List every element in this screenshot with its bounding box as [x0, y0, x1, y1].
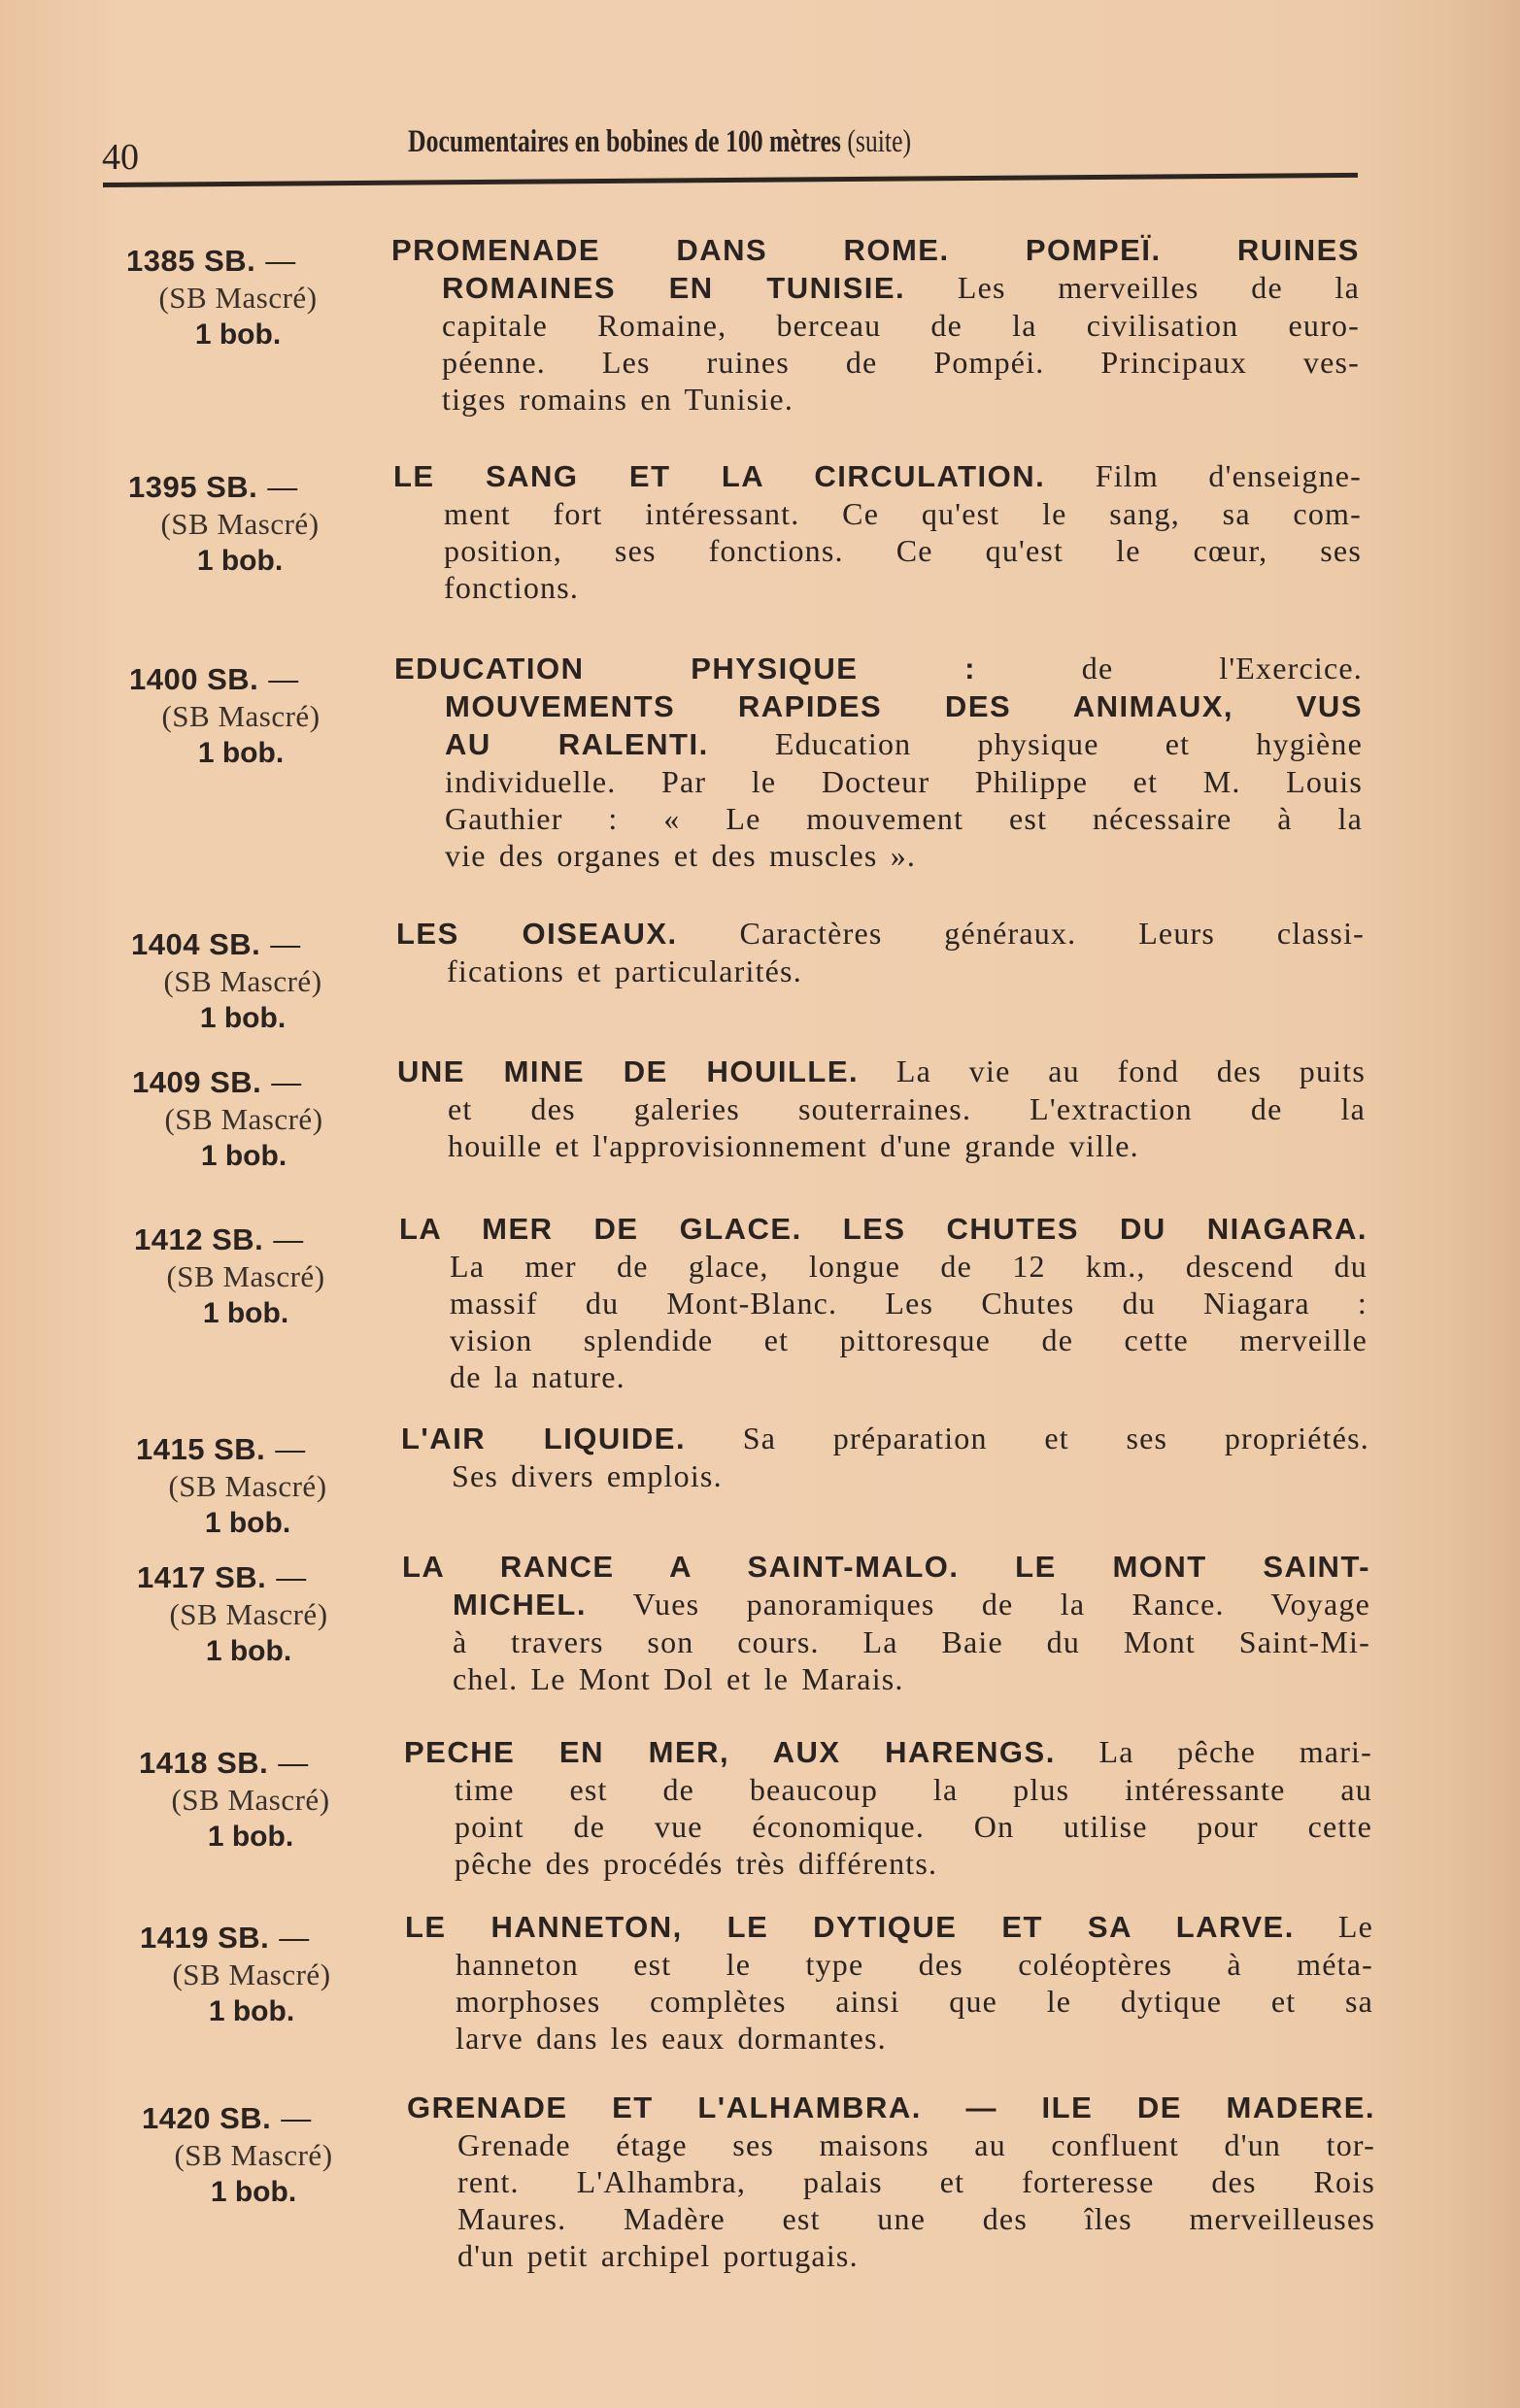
film-title: LE SANG ET LA CIRCULATION. [393, 458, 1046, 493]
film-description-text: Ses divers emplois. [452, 1457, 723, 1493]
film-description-text: péenne. Les ruines de Pompéi. Principaux ves- [442, 345, 1360, 380]
film-description-text: tiges romains en Tunisie. [442, 382, 794, 417]
film-code [117, 1431, 379, 1468]
film-description-text: capitale Romaine, berceau de la civilisation euro- [442, 308, 1360, 343]
entry-description [405, 1908, 1373, 2057]
film-code [107, 243, 369, 280]
description-line [393, 457, 1362, 495]
film-code [120, 1920, 383, 1956]
description-line [447, 953, 1365, 989]
film-code-dash: — [275, 1431, 306, 1466]
film-code [110, 661, 372, 698]
film-code [112, 926, 374, 963]
film-description-text: d'un petit archipel portugais. [457, 2238, 859, 2273]
producer: (SB Mascré) [161, 699, 321, 734]
film-code-dash: — [271, 1065, 302, 1100]
description-line [456, 1983, 1373, 2020]
film-code-dash: — [273, 1222, 304, 1256]
film-description-text: et des galeries souterraines. L'extraction de la [448, 1091, 1366, 1127]
film-title: UNE MINE DE HOUILLE. [397, 1054, 860, 1089]
film-description-text: rent. L'Alhambra, palais et forteresse des Rois [457, 2164, 1375, 2199]
film-title: MOUVEMENTS RAPIDES DES ANIMAUX, VUS [445, 689, 1363, 724]
film-code-dash: — [276, 1560, 307, 1595]
film-code-number: 1415 SB. [136, 1431, 266, 1466]
entry-meta [110, 650, 372, 772]
film-description-text: La vie au fond des puits [859, 1054, 1367, 1089]
producer: (SB Mascré) [172, 1957, 331, 1992]
reel-count: 1 bob. [196, 544, 284, 577]
description-line [448, 1090, 1366, 1127]
description-line [450, 1358, 1368, 1395]
film-description-text: morphoses complètes ainsi que le dytique et sa [456, 1984, 1373, 2020]
description-line [456, 1946, 1373, 1983]
entry-meta [119, 1733, 382, 1856]
film-description-text: Education physique et hygiène [708, 726, 1364, 762]
description-line [442, 307, 1360, 344]
description-line [444, 569, 1362, 606]
description-line [399, 1210, 1368, 1248]
description-line [450, 1321, 1368, 1358]
producer: (SB Mascré) [174, 2138, 333, 2172]
film-code-number: 1418 SB. [139, 1745, 269, 1780]
film-code-number: 1400 SB. [129, 662, 259, 697]
film-description-text: ment fort intéressant. Ce qu'est le sang, sa com- [444, 495, 1362, 531]
description-line [452, 1457, 1369, 1494]
film-code [119, 1745, 382, 1782]
film-description-text: à travers son cours. La Baie du Mont Saint-Mi- [453, 1624, 1370, 1660]
film-description-text: massif du Mont-Blanc. Les Chutes du Niagara : [450, 1286, 1368, 1321]
description-line [407, 2089, 1375, 2126]
film-description-text: Les merveilles de la [905, 270, 1361, 305]
producer: (SB Mascré) [164, 1102, 323, 1137]
description-line [442, 381, 1360, 418]
reel-count: 1 bob. [208, 1995, 295, 2028]
description-line [396, 915, 1365, 953]
film-description-text: larve dans les eaux dormantes. [456, 2021, 887, 2057]
description-line [453, 1586, 1370, 1623]
producer: (SB Mascré) [158, 281, 318, 315]
description-line [448, 1127, 1366, 1164]
description-line [445, 800, 1363, 837]
film-code-dash: — [268, 662, 299, 697]
film-description-text: Sa préparation et ses propriétés. [686, 1420, 1369, 1455]
film-code-number: 1385 SB. [126, 244, 256, 278]
film-code [113, 1064, 375, 1101]
producer: (SB Mascré) [171, 1782, 330, 1817]
description-line [457, 2126, 1375, 2163]
film-title: PECHE EN MER, AUX HARENGS. [404, 1734, 1056, 1769]
description-line [455, 1771, 1372, 1808]
film-description-text: de la nature. [450, 1359, 625, 1394]
description-line [450, 1285, 1368, 1321]
producer: (SB Mascré) [166, 1259, 325, 1293]
film-title: MICHEL. [453, 1588, 587, 1622]
film-code-dash: — [267, 469, 298, 504]
film-title: LA RANCE A SAINT-MALO. LE MONT SAINT- [402, 1550, 1370, 1585]
entry-description [402, 1548, 1370, 1697]
film-code [109, 469, 371, 506]
producer: (SB Mascré) [160, 506, 320, 541]
film-description-text: pêche des procédés très différents. [455, 1845, 938, 1881]
reel-count: 1 bob. [197, 737, 285, 770]
film-code-number: 1404 SB. [131, 926, 261, 961]
entry-meta [120, 1908, 383, 2030]
entry-meta [118, 1548, 380, 1670]
description-line [455, 1845, 1372, 1882]
header-rule [103, 173, 1358, 187]
film-title: LE HANNETON, LE DYTIQUE ET SA LARVE. [405, 1910, 1295, 1945]
reel-count: 1 bob. [202, 1297, 289, 1329]
description-line [394, 650, 1363, 687]
description-line [442, 344, 1360, 381]
film-code-number: 1420 SB. [142, 2101, 272, 2135]
film-code [122, 2100, 385, 2137]
film-description-text: fonctions. [444, 569, 580, 605]
reel-count: 1 bob. [194, 318, 282, 351]
entry-description [401, 1420, 1369, 1494]
film-description-text: fications et particularités. [447, 953, 802, 988]
running-head-title: Documentaires en bobines de 100 mètres [408, 124, 841, 159]
description-line [442, 269, 1360, 307]
reel-count: 1 bob. [205, 1635, 292, 1668]
film-description-text: chel. Le Mont Dol et le Marais. [453, 1661, 904, 1697]
producer: (SB Mascré) [163, 963, 322, 998]
film-description-text: Film d'enseigne- [1045, 457, 1362, 493]
film-description-text: vie des organes et des muscles ». [445, 838, 917, 874]
entry-description [396, 915, 1366, 989]
description-line [455, 1808, 1372, 1845]
film-description-text: de l'Exercice. [975, 651, 1363, 686]
entry-meta [117, 1420, 379, 1542]
film-code-number: 1409 SB. [132, 1065, 262, 1100]
film-code [115, 1221, 377, 1258]
entry-meta [122, 2089, 385, 2211]
producer: (SB Mascré) [168, 1468, 327, 1503]
film-description-text: houille et l'approvisionnement d'une grande ville. [448, 1128, 1139, 1164]
entry-meta [109, 457, 371, 580]
description-line [445, 687, 1363, 725]
description-line [456, 2020, 1373, 2057]
description-line [445, 837, 1363, 874]
description-line [457, 2200, 1375, 2237]
film-title: AU RALENTI. [445, 727, 709, 762]
film-code-number: 1417 SB. [137, 1560, 267, 1595]
entry-meta [107, 231, 369, 353]
entry-meta [115, 1210, 377, 1332]
description-line [453, 1660, 1370, 1697]
description-line [450, 1248, 1368, 1285]
film-description-text: Maures. Madère est une des îles merveilleuses [457, 2201, 1375, 2236]
description-line [391, 231, 1360, 269]
description-line [445, 763, 1363, 800]
film-description-text: time est de beaucoup la plus intéressante au [455, 1771, 1372, 1807]
film-title: L'AIR LIQUIDE. [401, 1421, 687, 1455]
description-line [405, 1908, 1373, 1946]
entry-description [407, 2089, 1375, 2274]
film-code-dash: — [279, 1921, 310, 1956]
film-code-number: 1412 SB. [134, 1222, 264, 1256]
film-code-number: 1419 SB. [140, 1921, 270, 1956]
film-code [118, 1559, 380, 1596]
description-line [397, 1053, 1366, 1090]
film-description-text: La pêche mari- [1055, 1733, 1373, 1769]
reel-count: 1 bob. [210, 2176, 297, 2208]
description-line [402, 1548, 1370, 1586]
film-title: LES OISEAUX. [396, 916, 678, 951]
entry-description [393, 457, 1362, 606]
page-number: 40 [102, 137, 139, 178]
film-description-text: Vues panoramiques de la Rance. Voyage [586, 1587, 1370, 1622]
film-description-text: Caractères généraux. Leurs classi- [677, 915, 1366, 951]
film-description-text: point de vue économique. On utilise pour cette [455, 1808, 1372, 1844]
entry-description [391, 231, 1361, 418]
film-code-dash: — [270, 926, 301, 961]
film-title: ROMAINES EN TUNISIE. [442, 271, 906, 305]
description-line [457, 2237, 1375, 2274]
film-description-text: La mer de glace, longue de 12 km., descend du [450, 1249, 1368, 1284]
film-description-text: Gauthier : « Le mouvement est nécessaire à la [445, 801, 1363, 837]
running-head-suffix: (suite) [847, 124, 912, 159]
description-line [445, 725, 1363, 763]
entry-description [399, 1210, 1368, 1395]
description-line [444, 495, 1362, 532]
film-description-text: Grenade étage ses maisons au confluent d'un tor- [457, 2127, 1375, 2162]
film-description-text: individuelle. Par le Docteur Philippe et M. Louis [445, 764, 1363, 800]
film-description-text: Le [1294, 1909, 1373, 1945]
entry-meta [112, 915, 374, 1037]
description-line [453, 1623, 1370, 1660]
film-description-text: hanneton est le type des coléoptères à méta- [456, 1947, 1373, 1983]
reel-count: 1 bob. [207, 1820, 294, 1853]
producer: (SB Mascré) [169, 1597, 328, 1632]
film-title: PROMENADE DANS ROME. POMPEÏ. RUINES [391, 233, 1360, 267]
entry-description [404, 1733, 1373, 1882]
film-title: LA MER DE GLACE. LES CHUTES DU NIAGARA. [399, 1212, 1368, 1246]
description-line [444, 532, 1362, 569]
film-code-dash: — [281, 2101, 312, 2135]
film-code-dash: — [278, 1745, 309, 1780]
running-head [408, 124, 911, 160]
entry-description [394, 650, 1364, 874]
film-title: GRENADE ET L'ALHAMBRA. — ILE DE MADERE. [407, 2090, 1375, 2124]
entry-description [397, 1053, 1367, 1164]
film-code-number: 1395 SB. [128, 469, 258, 504]
description-line [457, 2163, 1375, 2200]
film-title: EDUCATION PHYSIQUE : [394, 652, 976, 686]
reel-count: 1 bob. [200, 1140, 287, 1173]
reel-count: 1 bob. [199, 1001, 287, 1034]
film-description-text: vision splendide et pittoresque de cette merveille [450, 1322, 1368, 1357]
description-line [404, 1733, 1372, 1771]
film-code-dash: — [265, 244, 296, 278]
entry-meta [113, 1053, 375, 1175]
description-line [401, 1420, 1369, 1457]
film-description-text: position, ses fonctions. Ce qu'est le cœur, ses [444, 532, 1362, 568]
reel-count: 1 bob. [204, 1506, 291, 1539]
